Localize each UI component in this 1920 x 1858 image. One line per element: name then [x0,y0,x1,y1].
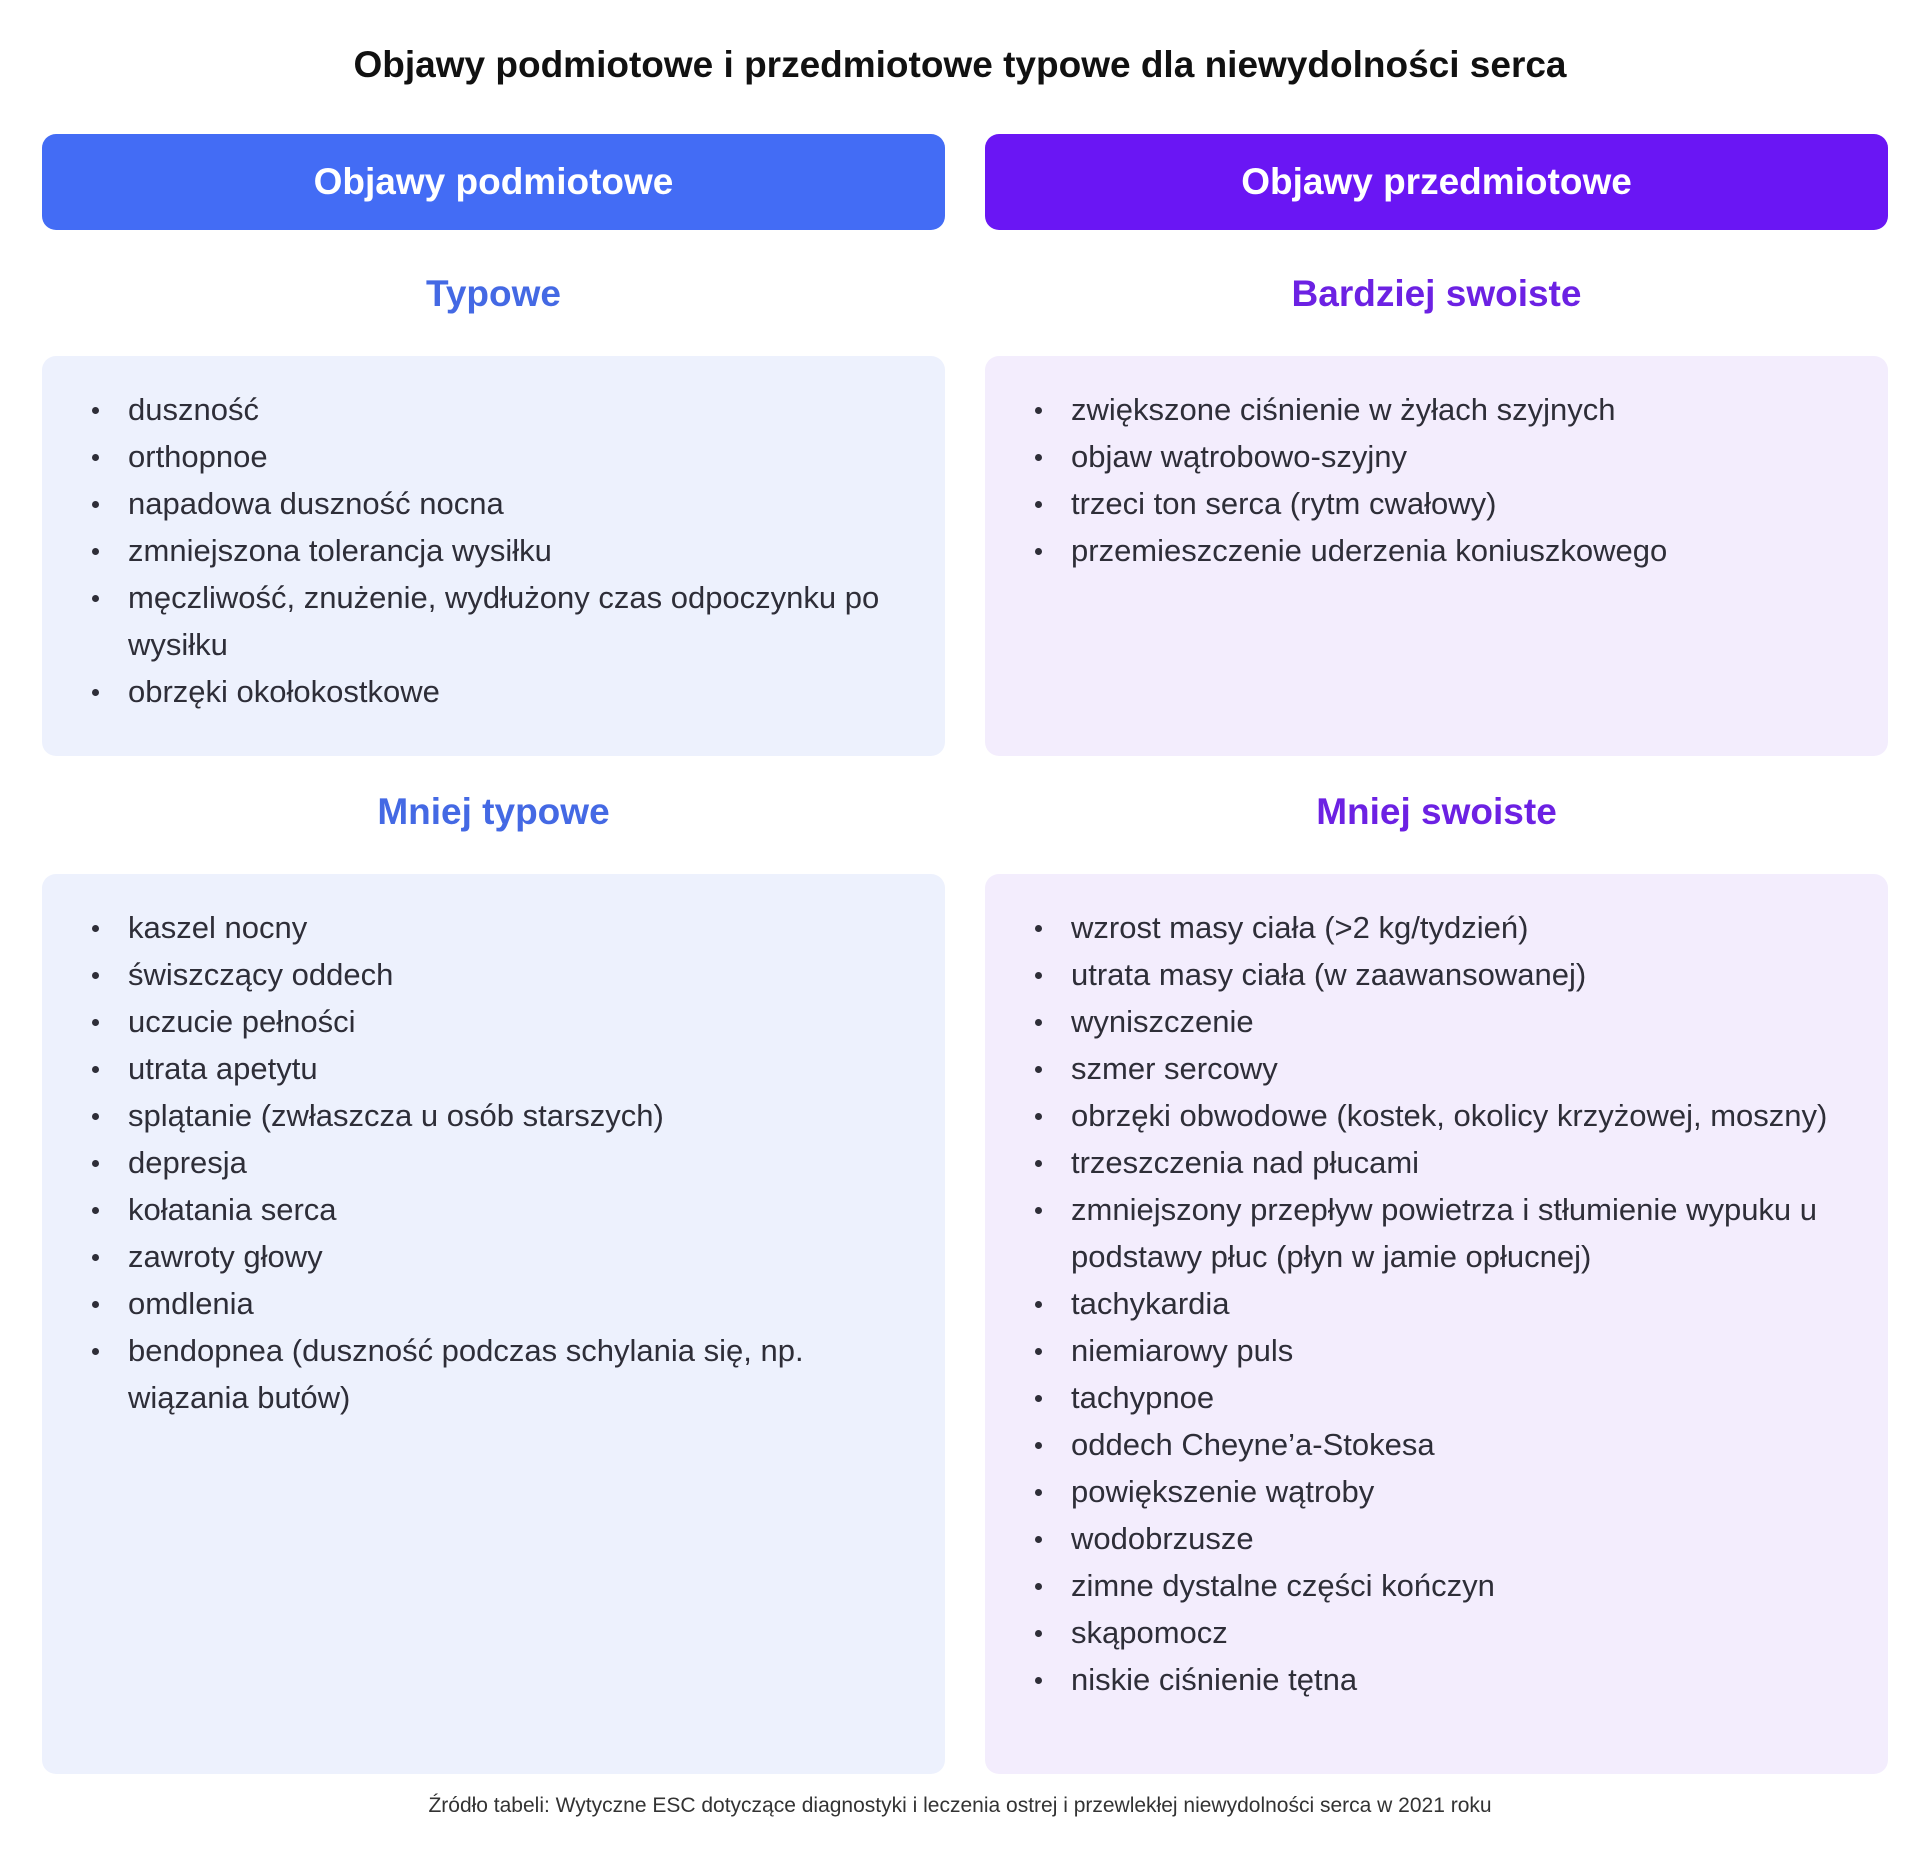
page-title: Objawy podmiotowe i przedmiotowe typowe dla niewydolności serca [353,44,1567,85]
list-item: oddech Cheyne’a-Stokesa [1035,1421,1838,1468]
list-item: szmer sercowy [1035,1045,1838,1092]
source-note: Źródło tabeli: Wytyczne ESC dotyczące diagnostyki i leczenia ostrej i przewlekłej niewydolności serca w 2021 roku [428,1794,1492,1817]
list-item: powiększenie wątroby [1035,1468,1838,1515]
typical-symptoms-box [42,356,945,756]
list-item: depresja [92,1139,895,1186]
list-item: orthopnoe [92,433,895,480]
less-specific-signs-list [1035,904,1838,1703]
subjective-symptoms-header: Objawy podmiotowe [42,134,945,230]
list-item: męczliwość, znużenie, wydłużony czas odpoczynku po wysiłku [92,574,895,668]
list-item: kaszel nocny [92,904,895,951]
list-item: kołatania serca [92,1186,895,1233]
list-item: tachypnoe [1035,1374,1838,1421]
list-item: splątanie (zwłaszcza u osób starszych) [92,1092,895,1139]
list-item: zmniejszony przepływ powietrza i stłumienie wypuku u podstawy płuc (płyn w jamie opłucnej) [1035,1186,1838,1280]
less-specific-signs-box [985,874,1888,1774]
list-item: bendopnea (duszność podczas schylania się, np. wiązania butów) [92,1327,895,1421]
list-item: utrata apetytu [92,1045,895,1092]
list-item: uczucie pełności [92,998,895,1045]
list-item: zwiększone ciśnienie w żyłach szyjnych [1035,386,1838,433]
less-typical-symptoms-list [92,904,895,1421]
list-item: wzrost masy ciała (>2 kg/tydzień) [1035,904,1838,951]
list-item: trzeszczenia nad płucami [1035,1139,1838,1186]
list-item: zimne dystalne części kończyn [1035,1562,1838,1609]
list-item: trzeci ton serca (rytm cwałowy) [1035,480,1838,527]
list-item: wodobrzusze [1035,1515,1838,1562]
list-item: zmniejszona tolerancja wysiłku [92,527,895,574]
list-item: skąpomocz [1035,1609,1838,1656]
list-item: duszność [92,386,895,433]
list-item: objaw wątrobowo-szyjny [1035,433,1838,480]
more-specific-signs-box [985,356,1888,756]
more-specific-section-title: Bardziej swoiste [1291,273,1582,314]
list-item: niemiarowy puls [1035,1327,1838,1374]
objective-signs-column [985,134,1888,1774]
list-item: obrzęki obwodowe (kostek, okolicy krzyżowej, moszny) [1035,1092,1838,1139]
list-item: świszczący oddech [92,951,895,998]
list-item: omdlenia [92,1280,895,1327]
typical-section-title: Typowe [426,273,561,314]
subjective-symptoms-column [42,134,945,1774]
less-typical-section-title: Mniej typowe [377,791,610,832]
list-item: niskie ciśnienie tętna [1035,1656,1838,1703]
more-specific-signs-list [1035,386,1838,574]
less-specific-section-title: Mniej swoiste [1316,791,1557,832]
list-item: zawroty głowy [92,1233,895,1280]
list-item: utrata masy ciała (w zaawansowanej) [1035,951,1838,998]
list-item: przemieszczenie uderzenia koniuszkowego [1035,527,1838,574]
less-typical-symptoms-box [42,874,945,1774]
list-item: wyniszczenie [1035,998,1838,1045]
objective-signs-header: Objawy przedmiotowe [985,134,1888,230]
list-item: obrzęki okołokostkowe [92,668,895,715]
typical-symptoms-list [92,386,895,715]
list-item: tachykardia [1035,1280,1838,1327]
list-item: napadowa duszność nocna [92,480,895,527]
